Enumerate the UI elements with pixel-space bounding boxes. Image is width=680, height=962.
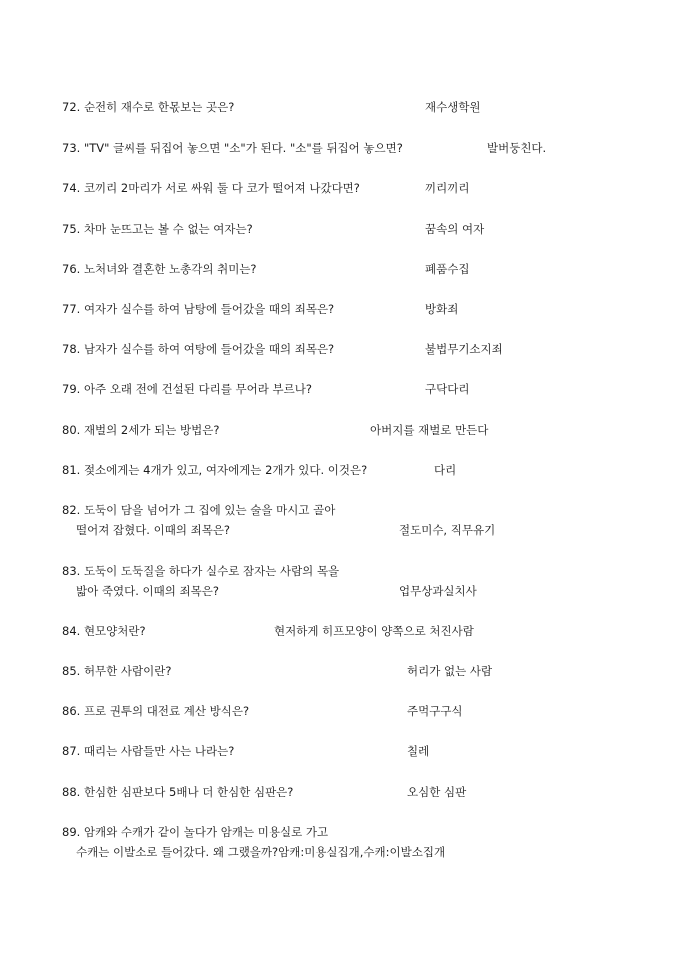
question-89-line2: 수캐는 이발소로 들어갔다. 왜 그랬을까?암캐:미용실집개,수캐:이발소집개	[76, 845, 446, 859]
question-78: 78. 남자가 실수를 하여 여탕에 들어갔을 때의 죄목은?	[62, 342, 335, 356]
question-89: 89. 암캐와 수캐가 같이 놀다가 암캐는 미용실로 가고	[62, 825, 329, 839]
answer-82: 절도미수, 직무유기	[399, 523, 496, 537]
question-85: 85. 허무한 사람이란?	[62, 664, 172, 678]
question-82-line2: 떨어져 잡혔다. 이때의 죄목은?	[76, 523, 231, 537]
answer-85: 허리가 없는 사람	[407, 664, 493, 678]
answer-79: 구닥다리	[425, 382, 470, 396]
question-79: 79. 아주 오래 전에 건설된 다리를 무어라 부르나?	[62, 382, 312, 396]
answer-74: 끼리끼리	[425, 181, 470, 195]
answer-80: 아버지를 재벌로 만든다	[370, 423, 489, 437]
answer-84: 현저하게 히프모양이 양쪽으로 처진사람	[274, 624, 474, 638]
answer-88: 오심한 심판	[407, 785, 467, 799]
answer-78: 불법무기소지죄	[425, 342, 503, 356]
question-81: 81. 젖소에게는 4개가 있고, 여자에게는 2개가 있다. 이것은?	[62, 463, 368, 477]
question-80: 80. 재벌의 2세가 되는 방법은?	[62, 423, 220, 437]
question-75: 75. 차마 눈뜨고는 볼 수 없는 여자는?	[62, 222, 253, 236]
question-74: 74. 코끼리 2마리가 서로 싸워 둘 다 코가 떨어져 나갔다면?	[62, 181, 360, 195]
question-82: 82. 도둑이 담을 넘어가 그 집에 있는 술을 마시고 골아	[62, 503, 336, 517]
question-87: 87. 때리는 사람들만 사는 나라는?	[62, 744, 235, 758]
question-73: 73. "TV" 글씨를 뒤집어 놓으면 "소"가 된다. "소"를 뒤집어 놓으면?	[62, 141, 403, 155]
question-83-line2: 밟아 죽였다. 이때의 죄목은?	[76, 584, 219, 598]
answer-72: 재수생학원	[425, 100, 481, 114]
answer-77: 방화죄	[425, 302, 459, 316]
answer-76: 폐품수집	[425, 262, 470, 276]
answer-87: 칠레	[407, 744, 430, 758]
question-77: 77. 여자가 실수를 하여 남탕에 들어갔을 때의 죄목은?	[62, 302, 335, 316]
question-86: 86. 프로 권투의 대전료 계산 방식은?	[62, 704, 250, 718]
answer-81: 다리	[434, 463, 457, 477]
answer-75: 꿈속의 여자	[425, 222, 485, 236]
question-83: 83. 도둑이 도둑질을 하다가 실수로 잠자는 사람의 목을	[62, 564, 340, 578]
question-84: 84. 현모양처란?	[62, 624, 146, 638]
question-88: 88. 한심한 심판보다 5배나 더 한심한 심판은?	[62, 785, 294, 799]
answer-73: 발버둥친다.	[487, 141, 547, 155]
answer-86: 주먹구구식	[407, 704, 463, 718]
question-76: 76. 노처녀와 결혼한 노총각의 취미는?	[62, 262, 257, 276]
answer-83: 업무상과실치사	[399, 584, 477, 598]
question-72: 72. 순전히 재수로 한몫보는 곳은?	[62, 100, 235, 114]
